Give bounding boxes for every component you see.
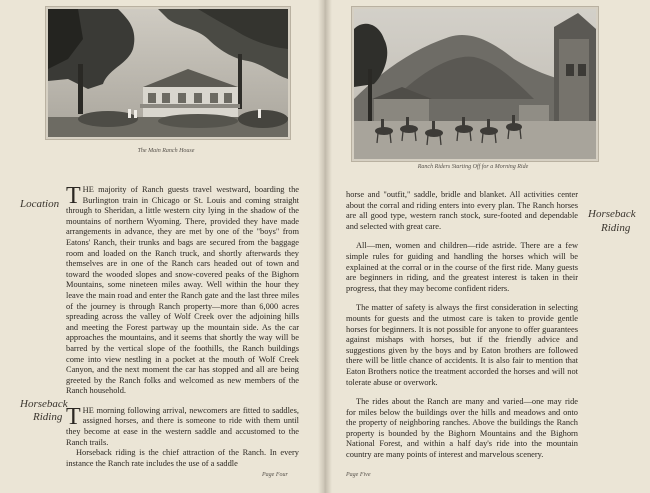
paragraph-ride-astride: All—men, women and children—ride astride. There are a few simple rules for guiding and handling the horses which will be explained at the corral or in the course of the first ride. Many guests are beginners in riding, and the greatest interest is taken in their progress, that they may become confident riders. bbox=[346, 241, 578, 293]
photo-caption: The Main Ranch House bbox=[137, 148, 195, 154]
left-page bbox=[0, 0, 324, 493]
right-page bbox=[326, 0, 650, 493]
drop-cap: T bbox=[66, 403, 81, 430]
ranch-house-photo bbox=[46, 7, 290, 139]
paragraph-outfit: horse and "outfit," saddle, bridle and blanket. All activities center about the corral and riding enters into every plan. The Ranch horses are all good type, western ranch stock, sure-footed and dependable and selected with great care. bbox=[346, 190, 578, 231]
sidehead-location: Location bbox=[20, 198, 60, 210]
photo-caption: Ranch Riders Starting Off for a Morning Ride bbox=[417, 164, 529, 170]
paragraph-rides: The rides about the Ranch are many and varied—one may ride for miles below the buildings over the hills and meadows and onto the property of neighboring ranches. Above the buildings the Ranch property is bounded by the Bighorn Mountains and the Bighorn National Forest, and within a half day's ride into the mountain country are many points of interest and marvelous scenery. bbox=[346, 397, 578, 460]
sidehead-riding: Riding bbox=[33, 411, 63, 423]
sidehead-riding: Riding bbox=[601, 222, 631, 234]
paragraph-text: HE morning following arrival, newcomers are fitted to saddles, assigned horses, and there is someone to ride with them until they become at ease in the western saddle and accustomed to the Ranch trails. bbox=[66, 405, 299, 447]
sidehead-horseback: Horseback bbox=[20, 398, 68, 410]
paragraph-text: HE majority of Ranch guests travel westward, boarding the Burlington train in Chicago or St. Louis and coming straight through to Sheridan, a little western city lying in the shadow of the mountains of northern Wyoming. There, provided they have made arrangements in advance, they are met by one of the "boys" from Eatons' Ranch, their trunks and bags are secured from the baggage room and loaded on the Ranch truck, and shortly afterwards they themselves are in one of the Ranch cars headed out of town and toward the wooded slopes and snow-covered peaks of the Bighorn Mountains, some nineteen miles away. Well within the hour they leave the main road and enter the Ranch gate and the last three miles of the journey is through Ranch property—more than 6,000 acres spreading across the valley of Wolf Creek over the adjoining hills and meeting the Forest partway up the mountain side. As the car approaches the mountains, and it seems that shortly the way will be barred by the vertical slope of the foothills, the Ranch buildings come into view nestling in a pocket at the mouth of Wolf Creek Canyon, and the next moment the car has stopped and all are being greeted by the Ranch folks and welcomed as new members of the Ranch household. bbox=[66, 185, 299, 396]
page-number: Page Four bbox=[262, 472, 288, 478]
page-number: Page Five bbox=[346, 472, 371, 478]
paragraph-safety: The matter of safety is always the first consideration in selecting mounts for guests and the utmost care is taken to provide gentle horses for beginners. It is not possible for anyone to offer guarantees against mishaps with horses, but if the friendly advice and suggestions given by the boys and by Eaton brothers are followed there will be little chance of accidents. It is also fair to mention that Eaton Brothers notice the treatment accorded the horses and will not tolerate abuse or overwork. bbox=[346, 303, 578, 387]
drop-cap: T bbox=[66, 183, 81, 209]
paragraph-morning bbox=[66, 403, 299, 448]
book-gutter bbox=[318, 0, 332, 493]
right-body-text bbox=[346, 190, 578, 461]
sidehead-horseback: Horseback bbox=[588, 208, 636, 220]
ranch-riders-photo bbox=[352, 7, 598, 161]
left-body-text bbox=[66, 185, 299, 469]
paragraph-riding: Horseback riding is the chief attraction of the Ranch. In every instance the Ranch rate includes the use of a saddle bbox=[66, 448, 299, 468]
paragraph-arrival bbox=[66, 185, 299, 397]
